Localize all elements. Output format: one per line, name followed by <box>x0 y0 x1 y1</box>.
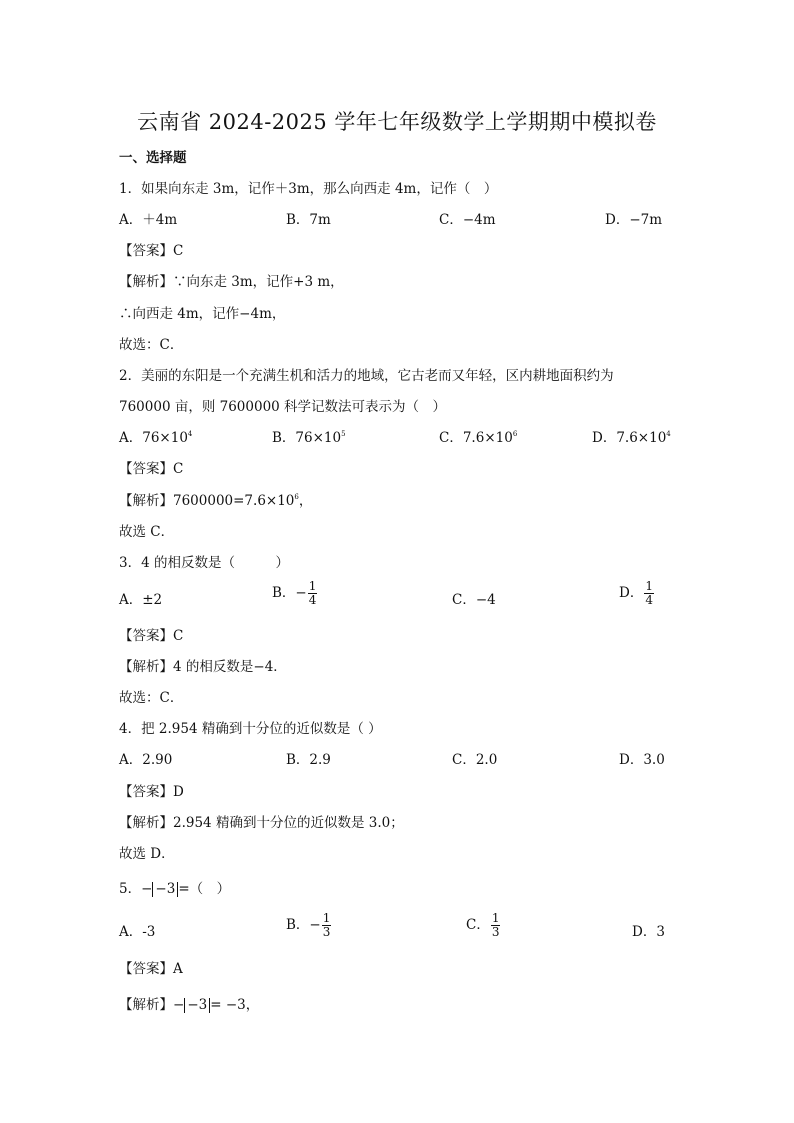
q2-answer: 【答案】C <box>119 461 184 477</box>
q1-option-d: D．−7m <box>605 212 663 228</box>
q5-option-b: B．− $\frac{1}{3}$ <box>286 911 331 939</box>
q3-answer: 【答案】C <box>119 628 184 644</box>
q3-option-a: A．±2 <box>119 592 163 608</box>
q3-choose: 故选：C． <box>119 690 184 706</box>
section-heading: 一、选择题 <box>119 150 187 166</box>
q4-analysis: 【解析】2.954 精确到十分位的近似数是 3.0； <box>119 815 404 831</box>
q5-analysis: 【解析】− −3 = −3， <box>119 997 260 1013</box>
q2-choose: 故选 C． <box>119 524 175 540</box>
q4-option-b: B．2.9 <box>286 752 331 768</box>
q3-stem: 3．4 的相反数是（ ） <box>119 555 289 571</box>
q3-analysis: 【解析】4 的相反数是−4． <box>119 659 287 675</box>
absolute-value: −3 <box>152 882 178 897</box>
q2-option-a: A．$76\times 10^4$ <box>119 430 193 446</box>
fraction: $\frac{1}{4}$ <box>308 579 317 607</box>
q3-option-c: C．−4 <box>452 592 496 608</box>
q4-choose: 故选 D． <box>119 846 175 862</box>
q4-option-a: A．2.90 <box>119 752 173 768</box>
q5-option-d: D．3 <box>632 924 665 940</box>
q2-option-c: C．$7.6\times 10^6$ <box>439 430 518 446</box>
q1-option-a: A．＋4m <box>119 212 178 228</box>
q5-option-c: C． $\frac{1}{3}$ <box>466 911 500 939</box>
q2-stem-line2: 760000 亩，则 7600000 科学记数法可表示为（ ） <box>119 399 447 415</box>
q4-answer: 【答案】D <box>119 784 184 800</box>
q1-analysis-1: 【解析】∵向东走 3m，记作+3 m， <box>119 274 344 290</box>
page-title: 云南省 2024-2025 学年七年级数学上学期期中模拟卷 <box>137 110 657 134</box>
q4-option-c: C．2.0 <box>452 752 498 768</box>
q2-stem-line1: 2．美丽的东阳是一个充满生机和活力的地域，它古老而又年轻，区内耕地面积约为 <box>119 368 614 384</box>
q4-option-d: D．3.0 <box>619 752 665 768</box>
fraction: $\frac{1}{3}$ <box>491 911 500 939</box>
q3-option-b: B．− $\frac{1}{4}$ <box>272 579 317 607</box>
q1-option-c: C．−4m <box>439 212 496 228</box>
q2-option-d: D．$7.6\times 10^4$ <box>592 430 671 446</box>
q4-stem: 4．把 2.954 精确到十分位的近似数是（ ） <box>119 721 382 737</box>
absolute-value: −3 <box>184 998 210 1013</box>
q1-option-b: B．7m <box>286 212 331 228</box>
q1-answer: 【答案】C <box>119 243 184 259</box>
q2-analysis: 【解析】$7600000=7.6\times 10^6$， <box>119 493 313 509</box>
q1-choose: 故选：C． <box>119 337 184 353</box>
q5-stem: 5．− −3 =（ ） <box>119 881 231 897</box>
fraction: $\frac{1}{4}$ <box>645 579 653 607</box>
q5-option-a: A．-3 <box>119 924 156 940</box>
fraction: $\frac{1}{3}$ <box>322 911 331 939</box>
q3-option-d: D． $\frac{1}{4}$ <box>619 579 653 607</box>
q1-stem: 1．如果向东走 3m，记作＋3m，那么向西走 4m，记作（ ） <box>119 181 498 197</box>
q2-option-b: B．$76\times 10^5$ <box>272 430 346 446</box>
q1-analysis-2: ∴向西走 4m，记作−4m， <box>119 306 286 322</box>
q5-answer: 【答案】A <box>119 961 183 977</box>
